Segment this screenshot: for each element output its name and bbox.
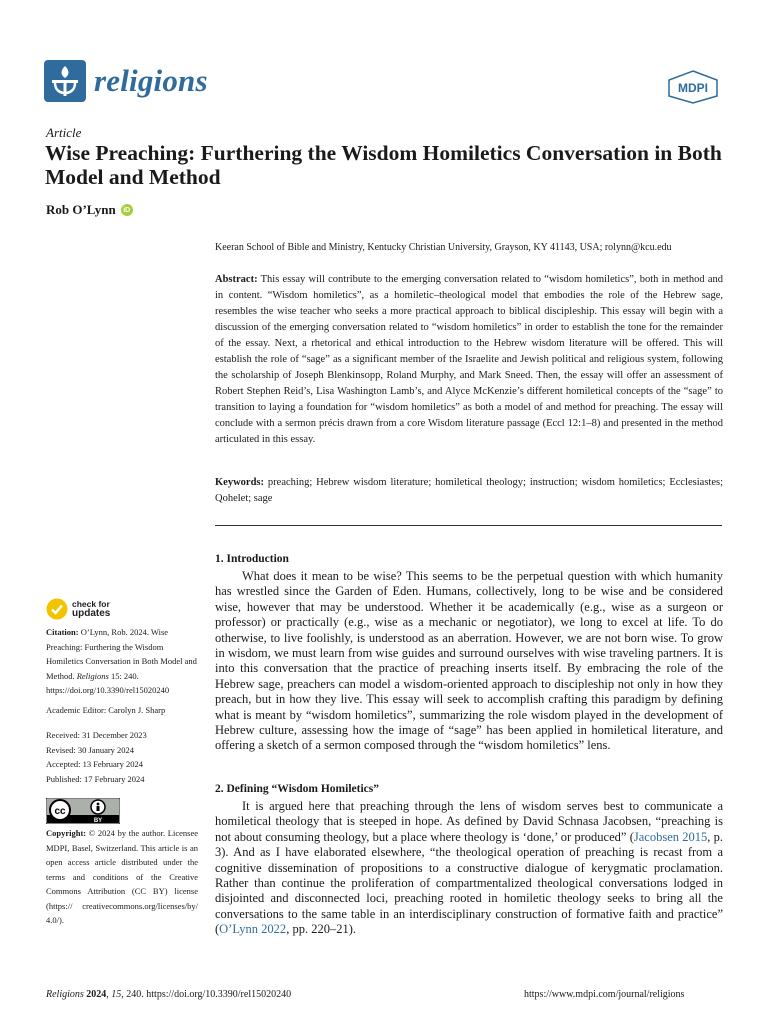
orcid-icon[interactable]: iD <box>121 204 133 216</box>
footer-journal-url[interactable]: https://www.mdpi.com/journal/religions <box>524 989 685 1000</box>
footer-doi[interactable]: , 240. https://doi.org/10.3390/rel15020240 <box>121 989 292 1000</box>
citation-doi[interactable]: 15: 240. https://doi.org/10.3390/rel15020240 <box>46 670 170 695</box>
abstract <box>215 272 723 448</box>
citation-journal: Religions <box>76 670 109 681</box>
abstract-text: This essay will contribute to the emerging conversation related to “wisdom homiletics”, both in method and in content. “Wisdom homiletics”, as a homiletic–theological model that embodies the role of the Hebrew sage, resembles the wise teacher who seeks a more practical approach to biblical discipleship. This essay will begin with a discussion of the emerging conversation related to “wisdom homiletics” in order to establish the tone for the remainder of the essay. Next, a rhetorical and ethical introduction to the Hebrew wisdom literature will be offered. This will establish the role of “sage” as a significant member of the Israelite and Jewish political and religious system, following the scholarship of Joseph Blenkinsopp, Roland Murphy, and Mark Sneed. Then, the essay will offer an assessment of Robert Stephen Reid’s, Lisa Washington Lamb’s, and Alyce McKenzie’s different homiletical concepts of the “sage” to transition to laying a foundation for “wisdom homiletics” as both a model of and method for preaching. The essay will conclude with a sermon précis drawn from a core Wisdom literature passage (Eccl 12:1–8) and presented in the method articulated in this essay. <box>215 274 723 445</box>
check-updates-line: check for <box>72 599 110 609</box>
citation-block <box>46 625 198 698</box>
footer-journal: Religions <box>46 989 84 1000</box>
abstract-label: Abstract: <box>215 274 258 285</box>
para-text: , pp. 220–21). <box>286 922 356 937</box>
footer-year: 2024 <box>86 989 107 1000</box>
section-heading: 2. Defining “Wisdom Homiletics” <box>215 783 379 795</box>
section-heading: 1. Introduction <box>215 553 289 565</box>
para-text: , p. 3). And as I have elaborated elsewhere, “the theological operation of preaching is recast from a cognitive dissemination of propositions to a constructive dialogue of kerygmatic proclamation. Rather than continue the proliferation of compartmentalized theological conversations lodged in disjointed and disconnected loci, preaching rooted in homiletic theology seeks to bring all the conversations to the same table in an interdisciplinary construction of formative faith and practice” ( <box>215 829 723 937</box>
religions-logo-icon <box>44 60 86 102</box>
svg-text:cc: cc <box>54 806 66 817</box>
academic-editor: Academic Editor: Carolyn J. Sharp <box>46 705 166 715</box>
article-type: Article <box>46 125 82 140</box>
check-updates-label <box>72 600 110 618</box>
section-introduction <box>215 553 723 754</box>
journal-name: religions <box>94 63 208 98</box>
section-defining <box>215 783 723 938</box>
author-name[interactable]: Rob O’Lynn <box>46 202 116 217</box>
body-paragraph: What does it mean to be wise? This seems to be the perpetual question with which humanity has wrestled since the Garden of Eden. Humans, collectively, long to be wise and be considered wise, however that may be understood. Whether it be academically (e.g., wise as a surgeon or professor) or practically (e.g., wise as a mechanic or negotiator), we long to excel at life. To do otherwise, to live foolishly, is understood as an aberration. However, we are not born wise. To grow in wisdom, we must learn from wise guides and surround ourselves with wise traveling partners. It is into this conversation that the practice of preaching inserts itself. By embracing the role of the Hebrew sage, preachers can model a wisdom-oriented approach to discipleship not only in how they preach, but in how they live. This essay will seek to accomplish crafting this paradigm by defining what is meant by “wisdom homiletics”, summarizing the role wisdom played in the development of Hebrew culture, assessing how the image of “sage” has been applied in homiletical literature, and offering a sketch of a sermon composed through the “wisdom homiletics” lens. <box>215 569 723 753</box>
cc-by-license-icon[interactable] <box>46 798 120 824</box>
keywords-label: Keywords: <box>215 477 264 488</box>
article-title: Wise Preaching: Furthering the Wisdom Homiletics Conversation in Both Model and Method <box>45 141 722 189</box>
journal-logo[interactable] <box>44 60 208 102</box>
keywords-text: preaching; Hebrew wisdom literature; homiletical theology; instruction; wisdom homiletics; Ecclesiastes; Qohelet; sage <box>215 477 723 504</box>
check-updates-line: updates <box>72 608 111 619</box>
footer-volume: 15 <box>111 989 122 1000</box>
copyright-text: © 2024 by the author. Licensee MDPI, Basel, Switzerland. This article is an open access article distributed under the terms and conditions of the Creative Commons Attribution (CC BY) license (https:// creativecommons.org/licenses/by/ 4.0/). <box>46 828 198 925</box>
footer-citation: Religions 2024, 15, 240. https://doi.org/10.3390/rel15020240 <box>46 989 292 1000</box>
body-paragraph <box>215 799 723 938</box>
mdpi-logo-text: MDPI <box>678 81 708 95</box>
mdpi-logo[interactable] <box>666 70 720 104</box>
copyright-block <box>46 826 198 928</box>
citation-link[interactable]: Jacobsen 2015 <box>633 829 708 844</box>
check-for-updates-button[interactable] <box>46 598 110 620</box>
citation-link[interactable]: O’Lynn 2022 <box>219 922 287 937</box>
author-line <box>46 202 133 218</box>
revised-date: Revised: 30 January 2024 <box>46 744 135 755</box>
affiliation: Keeran School of Bible and Ministry, Kentucky Christian University, Grayson, KY 41143, USA; rolynn@kcu.edu <box>215 242 672 253</box>
keywords <box>215 475 723 507</box>
published-date: Published: 17 February 2024 <box>46 773 145 784</box>
svg-text:BY: BY <box>93 818 103 824</box>
dates-block <box>46 728 198 786</box>
accepted-date: Accepted: 13 February 2024 <box>46 759 144 769</box>
para-text: It is argued here that preaching through the lens of wisdom serves best to communicate a homiletical theology that is steeped in hope. As defined by David Schnasa Jacobsen, “preaching is not about consuming theology, but a place where theology is ‘done,’ or produced” ( <box>215 799 723 844</box>
citation-text: O’Lynn, Rob. 2024. Wise Preaching: Furthering the Wisdom Homiletics Conversation in Both Model and Method. <box>46 627 197 681</box>
citation-label: Citation: <box>46 627 79 637</box>
copyright-label: Copyright: <box>46 828 87 838</box>
check-updates-icon <box>46 598 68 620</box>
divider <box>215 525 722 526</box>
received-date: Received: 31 December 2023 <box>46 730 147 740</box>
